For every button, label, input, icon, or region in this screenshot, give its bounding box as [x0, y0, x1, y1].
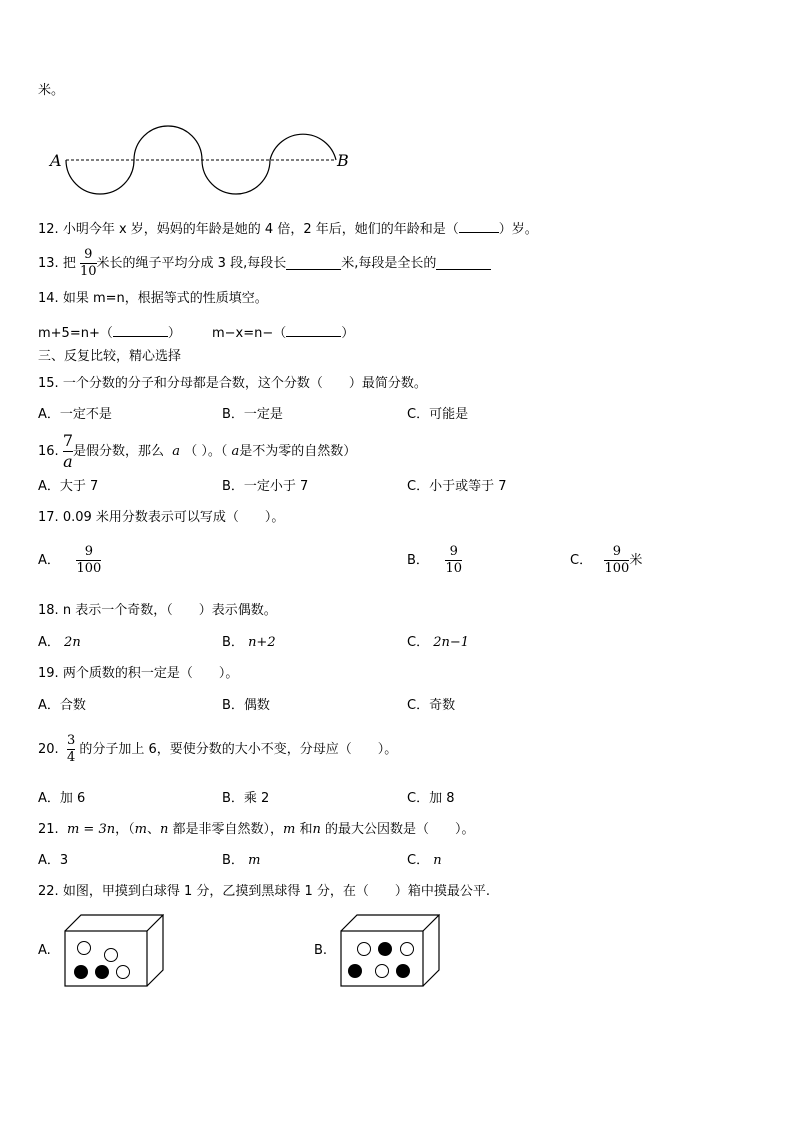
answer-blank[interactable]: [286, 324, 341, 337]
question-text-end: ）岁。: [498, 222, 538, 237]
answer-tail: 米。: [38, 83, 65, 98]
option-c[interactable]: C． 2n−1: [407, 635, 470, 650]
option-a-label[interactable]: A.: [38, 943, 51, 958]
question-13: [38, 248, 491, 280]
question-number: 13.: [38, 256, 59, 272]
question-number: 19.: [38, 666, 59, 681]
question-text: 两个质数的积一定是（ ）。: [62, 666, 239, 681]
answer-blank[interactable]: [286, 257, 341, 270]
formula: m = 3n: [66, 822, 116, 837]
white-ball: [105, 949, 118, 962]
option-c[interactable]: C．小于或等于 7: [407, 479, 507, 494]
question-22: [38, 885, 490, 898]
question-text: 如图，甲摸到白球得 1 分，乙摸到黑球得 1 分，在（ ）箱中摸最公平.: [62, 884, 491, 899]
question-19: [38, 667, 238, 680]
box-b[interactable]: [340, 914, 440, 988]
option-c[interactable]: C．可能是: [407, 407, 469, 422]
question-number: 12.: [38, 222, 59, 237]
question-18: [38, 604, 277, 617]
question-number: 18.: [38, 603, 59, 618]
question-number: 15.: [38, 376, 59, 391]
question-text: 如果 m=n，根据等式的性质填空。: [62, 291, 268, 306]
option-b-label[interactable]: B.: [314, 943, 328, 958]
question-21: 21. m = 3n，（m、n 都是非零自然数），m 和n 的最大公因数是（ ）。: [38, 822, 475, 837]
white-ball: [78, 942, 91, 955]
white-ball: [376, 965, 389, 978]
wave-figure: [40, 120, 360, 200]
white-ball: [401, 943, 414, 956]
question-number: 14.: [38, 291, 59, 306]
black-ball: [348, 964, 362, 978]
question-number: 17.: [38, 510, 59, 525]
option-a[interactable]: A．一定不是: [38, 407, 112, 422]
question-text: n 表示一个奇数，（ ）表示偶数。: [62, 603, 277, 618]
question-text: 小明今年 x 岁，妈妈的年龄是她的 4 倍，2 年后，她们的年龄和是（: [62, 222, 459, 237]
fraction-9-10: $\frac{9}{10}$: [79, 247, 97, 280]
point-a-label: A: [50, 151, 62, 170]
answer-blank[interactable]: [459, 220, 499, 233]
question-number: 16.: [38, 443, 59, 459]
option-b[interactable]: B．偶数: [222, 698, 270, 713]
option-b[interactable]: B．一定小于 7: [222, 479, 309, 494]
option-a[interactable]: A．合数: [38, 698, 86, 713]
box-top: [65, 915, 163, 931]
question-text: 的分子加上 6，要使分数的大小不变，分母应（ ）。: [79, 742, 398, 758]
option-b[interactable]: B． m: [222, 853, 261, 868]
option-a[interactable]: A．大于 7: [38, 479, 99, 494]
option-c[interactable]: C． n: [407, 853, 442, 868]
fraction-7-a: $\frac{7}{a}$: [62, 431, 74, 471]
fraction-3-4: $\frac{3}{4}$: [66, 733, 76, 766]
fraction-option-b: $\frac{9}{10}$: [445, 544, 462, 577]
question-text: 米长的绳子平均分成 3 段,每段长: [96, 256, 287, 272]
black-ball: [378, 942, 392, 956]
section-title: 三、反复比较，精心选择: [38, 349, 182, 364]
question-14: [38, 292, 268, 305]
box-a[interactable]: [64, 914, 164, 988]
question-17: [38, 511, 284, 524]
option-c[interactable]: C．加 8: [407, 791, 455, 806]
question-12: [38, 220, 538, 236]
option-a[interactable]: A． $\frac{9}{100}$: [38, 544, 102, 577]
black-ball: [396, 964, 410, 978]
option-c[interactable]: C．奇数: [407, 698, 456, 713]
question-20: [38, 734, 397, 766]
question-15: [38, 377, 427, 390]
answer-blank[interactable]: [436, 257, 491, 270]
equation-1: m+5=n+（ ）: [38, 326, 181, 341]
answer-blank[interactable]: [113, 324, 168, 337]
black-ball: [74, 965, 88, 979]
question-text: 一个分数的分子和分母都是合数，这个分数（ ）最简分数。: [62, 376, 427, 391]
question-number: 20.: [38, 742, 59, 758]
question-number: 21.: [38, 822, 59, 837]
question-number: 22.: [38, 884, 59, 899]
question-16: 16. $\frac{7}{a}$ 是假分数，那么 a （ ）。（ a 是不为零的自然数）: [38, 431, 357, 471]
equation-2: m−x=n−（ ）: [212, 326, 355, 341]
option-a[interactable]: A．加 6: [38, 791, 86, 806]
fraction-option-c: $\frac{9}{100}$: [604, 544, 630, 577]
question-text: 把: [62, 256, 76, 272]
point-b-label: B: [337, 151, 349, 170]
fraction-option-a: $\frac{9}{100}$: [76, 544, 102, 577]
question-text: 0.09 米用分数表示可以写成（ ）。: [62, 510, 285, 525]
white-ball: [358, 943, 371, 956]
option-b[interactable]: B． n+2: [222, 635, 276, 650]
option-b[interactable]: B．乘 2: [222, 791, 270, 806]
box-side: [147, 915, 163, 986]
option-a[interactable]: A． 2n: [38, 635, 81, 650]
black-ball: [95, 965, 109, 979]
box-top: [341, 915, 439, 931]
box-side: [423, 915, 439, 986]
option-b[interactable]: B．一定是: [222, 407, 283, 422]
question-text: 是假分数，那么: [73, 443, 165, 459]
option-b[interactable]: B． $\frac{9}{10}$: [407, 544, 462, 577]
option-c[interactable]: C． $\frac{9}{100}$ 米: [570, 544, 643, 577]
question-text: 米,每段是全长的: [341, 256, 437, 272]
white-ball: [117, 966, 130, 979]
option-a[interactable]: A．3: [38, 853, 69, 868]
